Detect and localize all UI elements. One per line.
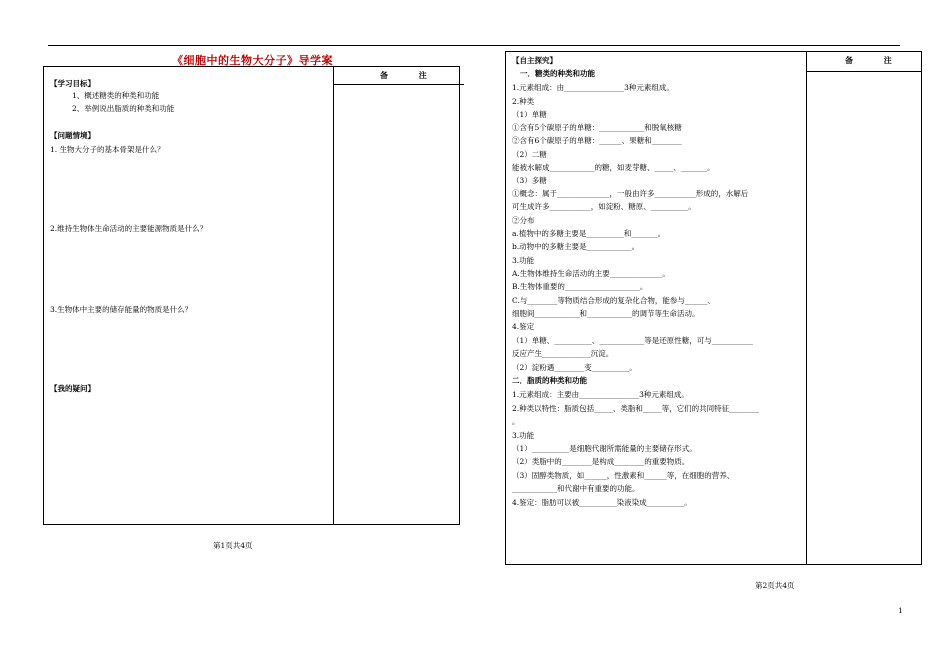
worksheet-line: 2.种类: [512, 97, 535, 106]
question-item: 2.维持生物体生命活动的主要能源物质是什么？: [50, 224, 208, 233]
worksheet-line: ①概念：属于______________，一般由许多___________形成的，水解后: [512, 189, 749, 198]
goal-item: 2、举例说出脂质的种类和功能: [72, 104, 175, 113]
worksheet-line: b.动物中的多糖主要是____________。: [512, 242, 640, 251]
worksheet-line: C.与________等物质结合形成的复杂化合物，能参与______、: [512, 296, 715, 305]
worksheet-line: 反应产生_____________沉淀。: [512, 349, 614, 358]
worksheet-line: a.植物中的多糖主要是__________和_______。: [512, 229, 666, 238]
worksheet-line: ①含有5个碳原子的单糖：____________和脱氧核糖: [512, 123, 682, 132]
worksheet-line: A.生物体维持生命活动的主要______________。: [512, 269, 670, 278]
worksheet-line: 4.鉴定：脂肪可以被__________染液染成__________。: [512, 498, 692, 507]
worksheet-line: 4.鉴定: [512, 322, 535, 331]
right-notes-header-rule: [806, 71, 922, 72]
right-notes-divider: [806, 51, 807, 565]
left-notes-header-rule: [333, 84, 464, 85]
worksheet-line: （1）__________是细胞代谢所需能量的主要储存形式。: [512, 444, 697, 453]
worksheet-line: 3.功能: [512, 256, 535, 265]
worksheet-line: ____________和代谢中有重要的功能。: [512, 484, 640, 493]
worksheet-line: （3）多糖: [512, 176, 547, 185]
worksheet-line: 3.功能: [512, 431, 535, 440]
worksheet-line: 可生成许多___________，如淀粉、糖原、__________。: [512, 202, 696, 211]
worksheet-line: B.生物体重要的____________________。: [512, 282, 648, 291]
page-number: 1: [898, 606, 903, 615]
question-item: 1. 生物大分子的基本骨架是什么？: [50, 145, 165, 154]
problem-situation-heading: 【问题情境】: [50, 131, 95, 140]
footer-left: 第1页共4页: [213, 541, 253, 550]
top-rule: [48, 45, 900, 46]
section-heading-sugars: 一．糖类的种类和功能: [520, 69, 595, 78]
worksheet-line: （1）单糖、__________、____________等是还原性糖，可与___________: [512, 336, 754, 345]
learning-goals-heading: 【学习目标】: [50, 79, 95, 88]
worksheet-line: （2）类脂中的________是构成________的重要物质。: [512, 457, 690, 466]
worksheet-line: （2）淀粉遇________变__________。: [512, 363, 637, 372]
section-heading-lipids: 二．脂质的种类和功能: [512, 376, 587, 385]
worksheet-line: 1.元素组成：由________________3种元素组成。: [512, 83, 674, 92]
my-questions-heading: 【我的疑问】: [50, 384, 95, 393]
self-exploration-heading: 【自主探究】: [512, 56, 557, 65]
left-notes-header: 备 注: [380, 70, 441, 80]
worksheet-line: 细胞间____________和____________的调节等生命活动。: [512, 309, 700, 318]
worksheet-line: （3）固醇类物质，如______，性激素和______等，在细胞的营养、: [512, 471, 735, 480]
worksheet-line: 。: [512, 417, 520, 426]
left-worksheet-frame: [43, 66, 460, 525]
worksheet-line: 2.种类以特性：脂质包括_____、类脂和_____等，它们的共同特征________: [512, 404, 760, 413]
worksheet-line: （1）单糖: [512, 110, 547, 119]
worksheet-line: 1.元素组成：主要由________________3种元素组成。: [512, 390, 689, 399]
page-title: 《细胞中的生物大分子》导学案: [172, 54, 333, 67]
worksheet-line: ②分布: [512, 216, 535, 225]
worksheet-line: ②含有6个碳原子的单糖：______、果糖和________: [512, 136, 682, 145]
worksheet-line: 能被水解成____________的糖，如麦芽糖、_____、_______。: [512, 163, 715, 172]
left-notes-divider: [333, 66, 334, 525]
footer-right: 第2页共4页: [755, 581, 795, 590]
right-notes-header: 备 注: [845, 55, 906, 65]
worksheet-line: （2）二糖: [512, 150, 547, 159]
goal-item: 1、概述糖类的种类和功能: [72, 91, 160, 100]
question-item: 3.生物体中主要的储存能量的物质是什么？: [50, 305, 193, 314]
